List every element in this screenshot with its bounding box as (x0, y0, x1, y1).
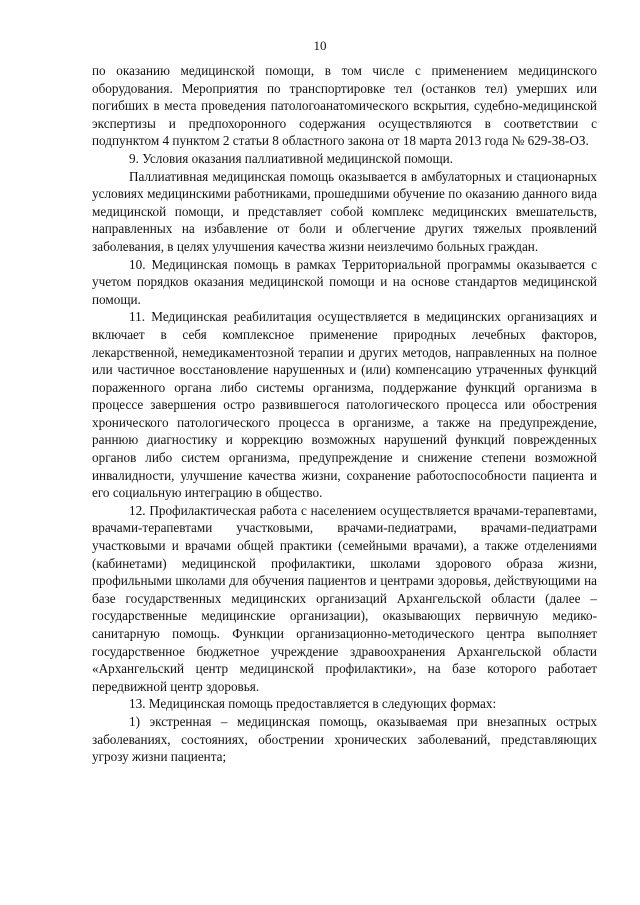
page-number: 10 (313, 38, 327, 53)
paragraph-12: 12. Профилактическая работа с населением осуществляется врачами-терапевтами, врачами-терапевтами участковыми, врачами-педиатрами, врачами-педиатрами участковыми и врачами общей практики (семейными врачами), а также отделениями (кабинетами) медицинской профилактики, школами здорового образа жизни, профильными школами для обучения пациентов и центрами здоровья, действующими на базе государственных медицинских организаций Архангельской области (далее – государственные медицинские организации), оказывающих первичную медико-санитарную помощь. Функции организационно-методического центра выполняет государственное бюджетное учреждение здравоохранения Архангельской области «Архангельский центр медицинской профилактики», на базе которого работает передвижной центр здоровья. (92, 502, 597, 694)
paragraph-13-item-1: 1) экстренная – медицинская помощь, оказываемая при внезапных острых заболеваниях, состояниях, обострении хронических заболеваний, представляющих угрозу жизни пациента; (92, 713, 597, 765)
paragraph-9-heading: 9. Условия оказания паллиативной медицинской помощи. (129, 150, 453, 166)
paragraph-continuation: по оказанию медицинской помощи, в том числе с применением медицинского оборудования. Мероприятия по транспортировке тел (останков тел) умерших или погибших в места проведения патологоанатомического вскрытия, судебно-медицинской экспертизы и предпохоронного содержания осуществляются в соответствии с подпунктом 4 пунктом 2 статьи 8 областного закона от 18 марта 2013 года № 629-38-ОЗ. (92, 63, 597, 149)
paragraph-10: 10. Медицинская помощь в рамках Территориальной программы оказывается с учетом порядков оказания медицинской помощи и на основе стандартов медицинской помощи. (92, 256, 597, 307)
paragraph-9-body: Паллиативная медицинская помощь оказывается в амбулаторных и стационарных условиях медицинскими работниками, прошедшими обучение по оказанию данного вида медицинской помощи, и представляет собой комплекс медицинских вмешательств, направленных на избавление от боли и облегчение других тяжелых проявлений заболевания, в целях улучшения качества жизни неизлечимо больных граждан. (92, 168, 597, 254)
paragraph-11: 11. Медицинская реабилитация осуществляется в медицинских организациях и включает в себя комплексное применение природных лечебных факторов, лекарственной, немедикаментозной терапии и других методов, направленных на полное или частичное восстановление нарушенных и (или) компенсацию утраченных функций пораженного органа либо системы организма, поддержание функций организма в процессе завершения остро развившегося патологического процесса или обострения хронического патологического процесса в организме, а также на предупреждение, раннюю диагностику и коррекцию возможных нарушений функций поврежденных органов либо систем организма, предупреждение и снижение степени возможной инвалидности, улучшение качества жизни, сохранение работоспособности пациента и его социальную интеграцию в общество. (92, 309, 597, 501)
document-body (92, 62, 597, 766)
paragraph-13-heading: 13. Медицинская помощь предоставляется в следующих формах: (129, 696, 497, 712)
